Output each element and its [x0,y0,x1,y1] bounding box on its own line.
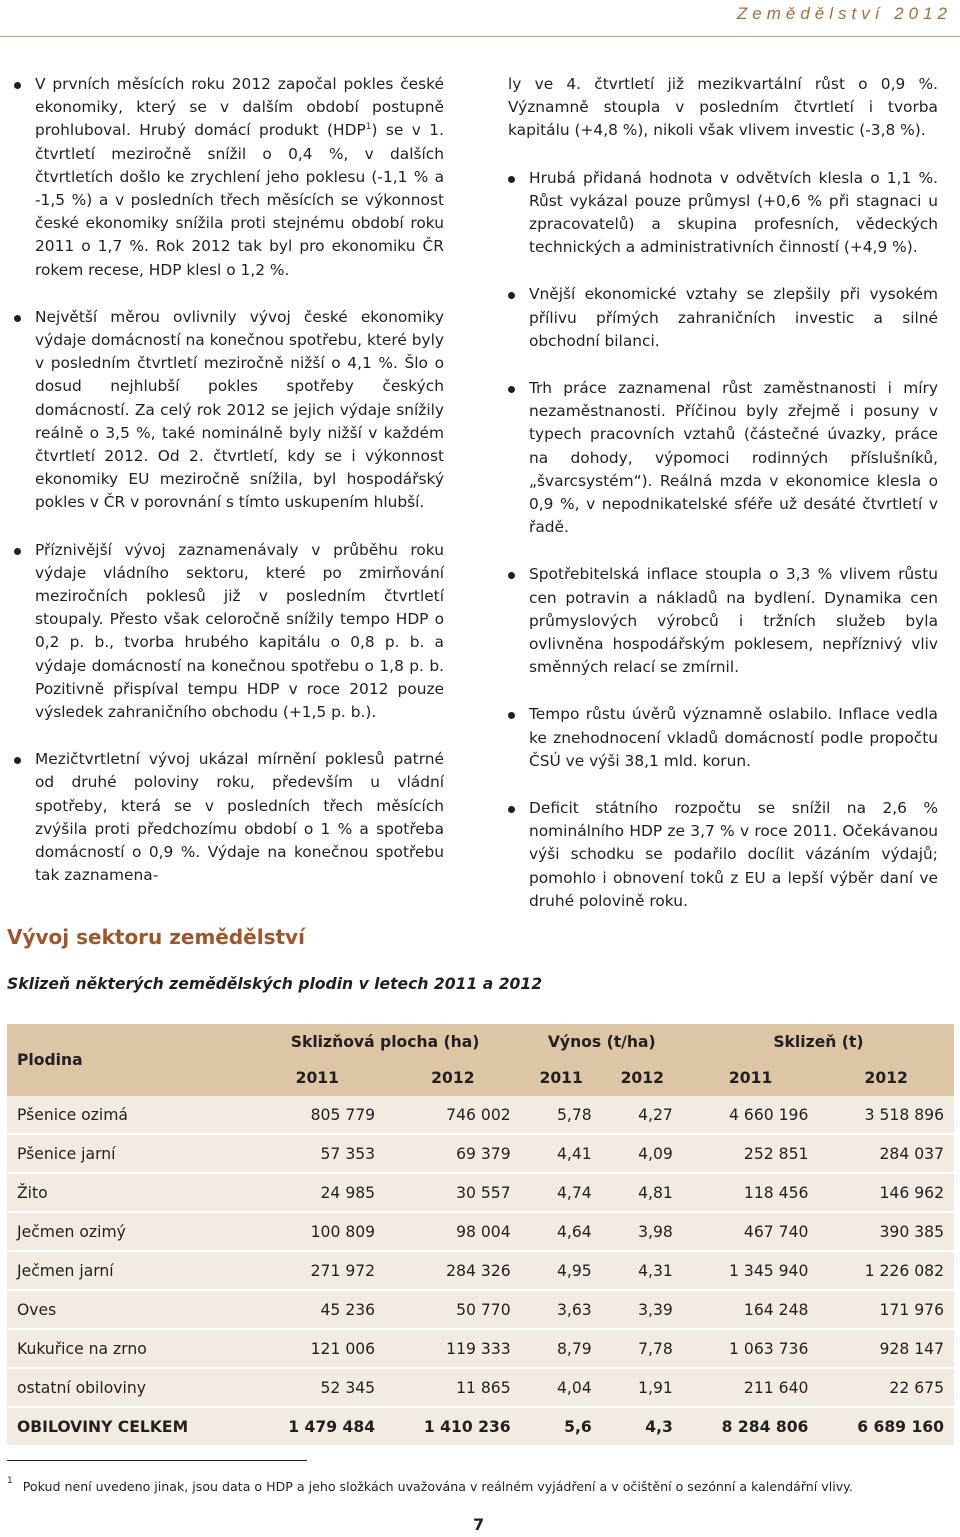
bullet-text: V prvních měsících roku 2012 započal pokles české ekonomiky, který se v dalším období postupně prohluboval. Hrubý domácí produkt (HDP [35,75,444,140]
bullet-text: Spotřebitelská inflace stoupla o 3,3 % vlivem růstu cen potravin a nákladů na bydlení. Dynamika cen průmyslových výrobců i tržních služeb byla ovlivněna hospodářským poklesem, nepříznivý vliv směnných relací se zmírnil. [529,565,938,677]
value-cell: 4,41 [521,1135,602,1174]
value-cell: 5,6 [521,1408,602,1447]
value-cell: 746 002 [385,1096,521,1135]
value-cell: 467 740 [683,1213,819,1252]
bullet-icon [14,315,21,322]
value-cell: 7,78 [602,1330,683,1369]
table-row [7,1096,954,1135]
header-year: 2011 [250,1060,386,1096]
crop-name-cell: Ječmen ozimý [7,1213,250,1252]
bullet-paragraph [508,167,938,260]
value-cell: 284 037 [818,1135,954,1174]
value-cell: 4 660 196 [683,1096,819,1135]
bullet-icon [508,386,515,393]
crop-name-cell: Ječmen jarní [7,1252,250,1291]
crop-name-cell: Pšenice ozimá [7,1096,250,1135]
value-cell: 4,81 [602,1174,683,1213]
value-cell: 171 976 [818,1291,954,1330]
value-cell: 50 770 [385,1291,521,1330]
bullet-paragraph [14,748,444,887]
table-row [7,1369,954,1408]
value-cell: 928 147 [818,1330,954,1369]
footnote-divider [7,1460,307,1461]
header-year: 2012 [818,1060,954,1096]
value-cell: 390 385 [818,1213,954,1252]
value-cell: 8,79 [521,1330,602,1369]
table-caption: Sklizeň některých zemědělských plodin v letech 2011 a 2012 [7,975,543,993]
value-cell: 30 557 [385,1174,521,1213]
value-cell: 4,09 [602,1135,683,1174]
bullet-paragraph [508,377,938,539]
header-plodina: Plodina [7,1024,250,1096]
value-cell: 100 809 [250,1213,386,1252]
bullet-paragraph [508,797,938,913]
table-row [7,1174,954,1213]
bullet-text: Trh práce zaznamenal růst zaměstnanosti i míry nezaměstnanosti. Příčinou byly zřejmě i posuny v typech pracovních vztahů (částečné úvazky, práce na dohody, výpomoci rodinných příslušníků, „švarcsystém“). Reálná mzda v ekonomice klesla o 0,9 %, v nepodnikatelské sféře už desáté čtvrtletí v řadě. [529,379,938,537]
bullet-paragraph [508,563,938,679]
bullet-paragraph [508,703,938,773]
continued-paragraph: ly ve 4. čtvrtletí již mezikvartální růst o 0,9 %. Významně stoupla v posledním čtvrtletí i tvorba kapitálu (+4,8 %), nikoli však vlivem investic (-3,8 %). [508,75,938,140]
bullet-text: Deficit státního rozpočtu se snížil na 2,6 % nominálního HDP ze 3,7 % v roce 2011. Očekávanou výši schodku se podařilo docílit vázáním výdajů; pomohlo i obnovení toků z EU a lepší výběr daní ve druhé polovině roku. [529,799,938,910]
table-total-row [7,1408,954,1447]
bullet-paragraph [14,306,444,515]
value-cell: 1 345 940 [683,1252,819,1291]
value-cell: 11 865 [385,1369,521,1408]
left-column [14,73,444,912]
value-cell: 69 379 [385,1135,521,1174]
bullet-icon [14,82,21,89]
value-cell: 118 456 [683,1174,819,1213]
page-number: 7 [473,1515,485,1534]
value-cell: 1 410 236 [385,1408,521,1447]
running-header-title: Zemědělství 2012 [736,4,952,23]
bullet-paragraph [14,539,444,725]
value-cell: 4,04 [521,1369,602,1408]
footnote-text: Pokud není uvedeno jinak, jsou data o HDP a jeho složkách uvažována v reálném vyjádření a v očištění o sezónní a kalendářní vlivy. [22,1479,853,1495]
section-heading: Vývoj sektoru zemědělství [7,925,305,949]
value-cell: 164 248 [683,1291,819,1330]
value-cell: 3,39 [602,1291,683,1330]
bullet-icon [508,292,515,299]
harvest-table [7,1024,954,1447]
value-cell: 52 345 [250,1369,386,1408]
value-cell: 4,3 [602,1408,683,1447]
value-cell: 284 326 [385,1252,521,1291]
value-cell: 1 226 082 [818,1252,954,1291]
value-cell: 3,98 [602,1213,683,1252]
value-cell: 252 851 [683,1135,819,1174]
bullet-icon [508,572,515,579]
bullet-text: Vnější ekonomické vztahy se zlepšily při vysokém přílivu přímých zahraničních investic a silné obchodní bilanci. [529,285,938,350]
value-cell: 4,31 [602,1252,683,1291]
bullet-icon [14,757,21,764]
value-cell: 22 675 [818,1369,954,1408]
value-cell: 1,91 [602,1369,683,1408]
header-year: 2012 [385,1060,521,1096]
value-cell: 4,64 [521,1213,602,1252]
bullet-icon [14,548,21,555]
value-cell: 4,95 [521,1252,602,1291]
crop-name-cell: Žito [7,1174,250,1213]
bullet-paragraph [14,73,444,282]
crop-name-cell: Pšenice jarní [7,1135,250,1174]
footnote-mark: 1 [7,1476,13,1486]
value-cell: 4,27 [602,1096,683,1135]
value-cell: 805 779 [250,1096,386,1135]
bullet-text: Tempo růstu úvěrů významně oslabilo. Inflace vedla ke znehodnocení vkladů domácností podle propočtu ČSÚ ve výši 38,1 mld. korun. [529,705,938,770]
crop-name-cell: Oves [7,1291,250,1330]
table-row [7,1291,954,1330]
header-divider [0,36,960,37]
value-cell: 3 518 896 [818,1096,954,1135]
crop-name-cell: OBILOVINY CELKEM [7,1408,250,1447]
value-cell: 6 689 160 [818,1408,954,1447]
value-cell: 5,78 [521,1096,602,1135]
header-year: 2011 [683,1060,819,1096]
header-group-area: Sklizňová plocha (ha) [250,1024,521,1060]
footnote [7,1475,947,1496]
table-row [7,1252,954,1291]
table-row [7,1330,954,1369]
value-cell: 211 640 [683,1369,819,1408]
value-cell: 8 284 806 [683,1408,819,1447]
bullet-text-cont: ) se v 1. čtvrtletí meziročně snížil o 0,4 %, v dalších čtvrtletích došlo ke zrychlení jeho poklesu (-1,1 % a -1,5 %) a v posledních třech měsících se výkonnost české ekonomiky snížila proti stejnému období roku 2011 o 1,7 %. Rok 2012 tak byl pro ekonomiku ČR rokem recese, HDP klesl o 1,2 %. [35,121,444,279]
right-column [508,73,938,937]
crop-name-cell: ostatní obiloviny [7,1369,250,1408]
value-cell: 3,63 [521,1291,602,1330]
value-cell: 4,74 [521,1174,602,1213]
bullet-text: Mezičtvrtletní vývoj ukázal mírnění poklesů patrné od druhé poloviny roku, především u vládní spotřeby, která se v posledních třech měsících zvýšila proti předchozímu období o 1 % a spotřeba domácností o 0,9 %. Výdaje na konečnou spotřebu tak zaznamena- [35,750,444,885]
table-row [7,1135,954,1174]
value-cell: 146 962 [818,1174,954,1213]
value-cell: 119 333 [385,1330,521,1369]
header-group-yield: Výnos (t/ha) [521,1024,683,1060]
header-year: 2011 [521,1060,602,1096]
bullet-text: Hrubá přidaná hodnota v odvětvích klesla o 1,1 %. Růst vykázal pouze průmysl (+0,6 % při stagnaci u zpracovatelů) a skupina profesních, vědeckých technických a administrativních činností (+4,9 %). [529,168,938,257]
value-cell: 1 063 736 [683,1330,819,1369]
header-year: 2012 [602,1060,683,1096]
value-cell: 98 004 [385,1213,521,1252]
bullet-paragraph [508,283,938,353]
value-cell: 24 985 [250,1174,386,1213]
header-group-harvest: Sklizeň (t) [683,1024,954,1060]
footnote-ref[interactable]: 1 [365,122,372,133]
value-cell: 271 972 [250,1252,386,1291]
bullet-icon [508,712,515,719]
bullet-icon [508,176,515,183]
bullet-text: Největší měrou ovlivnily vývoj české ekonomiky výdaje domácností na konečnou spotřebu, které byly v posledním čtvrtletí meziročně nižší o 4,1 %. Šlo o dosud nejhlubší pokles spotřeby českých domácností. Za celý rok 2012 se jejich výdaje snížily reálně o 3,5 %, také nominálně byly nižší v každém čtvrtletí 2012. Od 2. čtvrtletí, kdy se i výkonnost ekonomiky EU meziročně snížila, byl hospodářský pokles v ČR v porovnání s tímto uskupením hlubší. [35,307,444,512]
value-cell: 57 353 [250,1135,386,1174]
bullet-text: Příznivější vývoj zaznamenávaly v průběhu roku výdaje vládního sektoru, které po zmirňování meziročních poklesů již v posledním čtvrtletí stoupaly. Přesto však celoročně snížily tempo HDP o 0,2 p. b., tvorba hrubého kapitálu o 0,8 p. b. a výdaje domácností na konečnou spotřebu o 1,8 p. b. Pozitivně přispíval tempu HDP v roce 2012 pouze výsledek zahraničního obchodu (+1,5 p. b.). [35,540,444,722]
value-cell: 45 236 [250,1291,386,1330]
value-cell: 121 006 [250,1330,386,1369]
table-row [7,1213,954,1252]
crop-name-cell: Kukuřice na zrno [7,1330,250,1369]
value-cell: 1 479 484 [250,1408,386,1447]
bullet-icon [508,806,515,813]
